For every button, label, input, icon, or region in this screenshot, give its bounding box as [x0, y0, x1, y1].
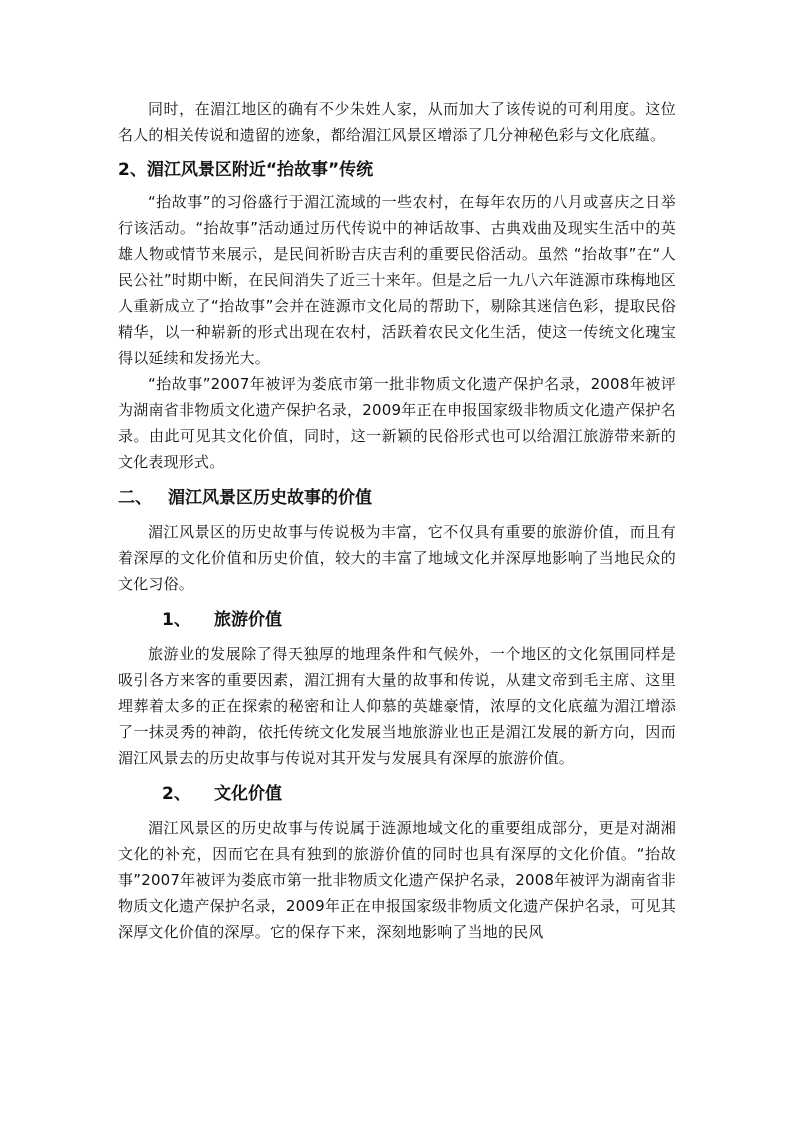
subheading-cultural-value [118, 781, 676, 807]
section-heading-taigushi: 2、湄江风景区附近“抬故事”传统 [118, 160, 374, 180]
subheading-title: 旅游价值 [214, 610, 282, 630]
paragraph-value-intro: 湄江风景区的历史故事与传说极为丰富，它不仅具有重要的旅游价值，而且有着深厚的文化价值和历史价值，较大的丰富了地域文化并深厚地影响了当地民众的文化习俗。 [118, 523, 676, 593]
chapter-number: 二、 [118, 488, 152, 508]
paragraph-zhu-family: 同时，在湄江地区的确有不少朱姓人家，从而加大了该传说的可利用度。这位名人的相关传说和遗留的迹象，都给湄江风景区增添了几分神秘色彩与文化底蕴。 [118, 100, 676, 144]
paragraph-tourism-value: 旅游业的发展除了得天独厚的地理条件和气候外，一个地区的文化氛围同样是吸引各方来客的重要因素，湄江拥有大量的故事和传说，从建文帝到毛主席、这里埋葬着太多的正在探索的秘密和让人仰慕的英雄豪情，浓厚的文化底蕴为湄江增添了一抹灵秀的神韵，依托传统文化发展当地旅游业也正是湄江发展的新方向，因而湄江风景去的历史故事与传说对其开发与发展具有深厚的旅游价值。 [118, 645, 676, 767]
paragraph-taigushi-heritage: “抬故事”2007年被评为娄底市第一批非物质文化遗产保护名录，2008年被评为湖南省非物质文化遗产保护名录，2009年正在申报国家级非物质文化遗产保护名录。由此可见其文化价值，同时，这一新颖的民俗形式也可以给湄江旅游带来新的文化表现形式。 [118, 375, 676, 471]
document-body [118, 96, 676, 945]
paragraph-cultural-value: 湄江风景区的历史故事与传说属于涟源地域文化的重要组成部分，更是对湖湘文化的补充，因而它在具有独到的旅游价值的同时也具有深厚的文化价值。“抬故事”2007年被评为娄底市第一批非物质文化遗产保护名录，2008年被评为湖南省非物质文化遗产保护名录，2009年正在申报国家级非物质文化遗产保护名录，可见其深厚文化价值的深厚。它的保存下来，深刻地影响了当地的民风 [118, 819, 676, 941]
chapter-heading-value [118, 485, 676, 511]
subheading-title: 文化价值 [214, 784, 282, 804]
subheading-number: 1、 [162, 610, 191, 630]
subheading-number: 2、 [162, 784, 191, 804]
subheading-tourism-value [118, 607, 676, 633]
paragraph-taigushi-custom: “抬故事”的习俗盛行于湄江流域的一些农村，在每年农历的八月或喜庆之日举行该活动。“抬故事”活动通过历代传说中的神话故事、古典戏曲及现实生活中的英雄人物或情节来展示，是民间祈盼吉庆吉利的重要民俗活动。虽然 “抬故事”在“人民公社”时期中断，在民间消失了近三十来年。但是之后一九八六年涟源市珠梅地区人重新成立了“抬故事”会并在涟源市文化局的帮助下，剔除其迷信色彩，提取民俗精华，以一种崭新的形式出现在农村，活跃着农民文化生活，使这一传统文化瑰宝得以延续和发扬光大。 [118, 193, 676, 367]
chapter-title: 湄江风景区历史故事的价值 [168, 488, 372, 508]
